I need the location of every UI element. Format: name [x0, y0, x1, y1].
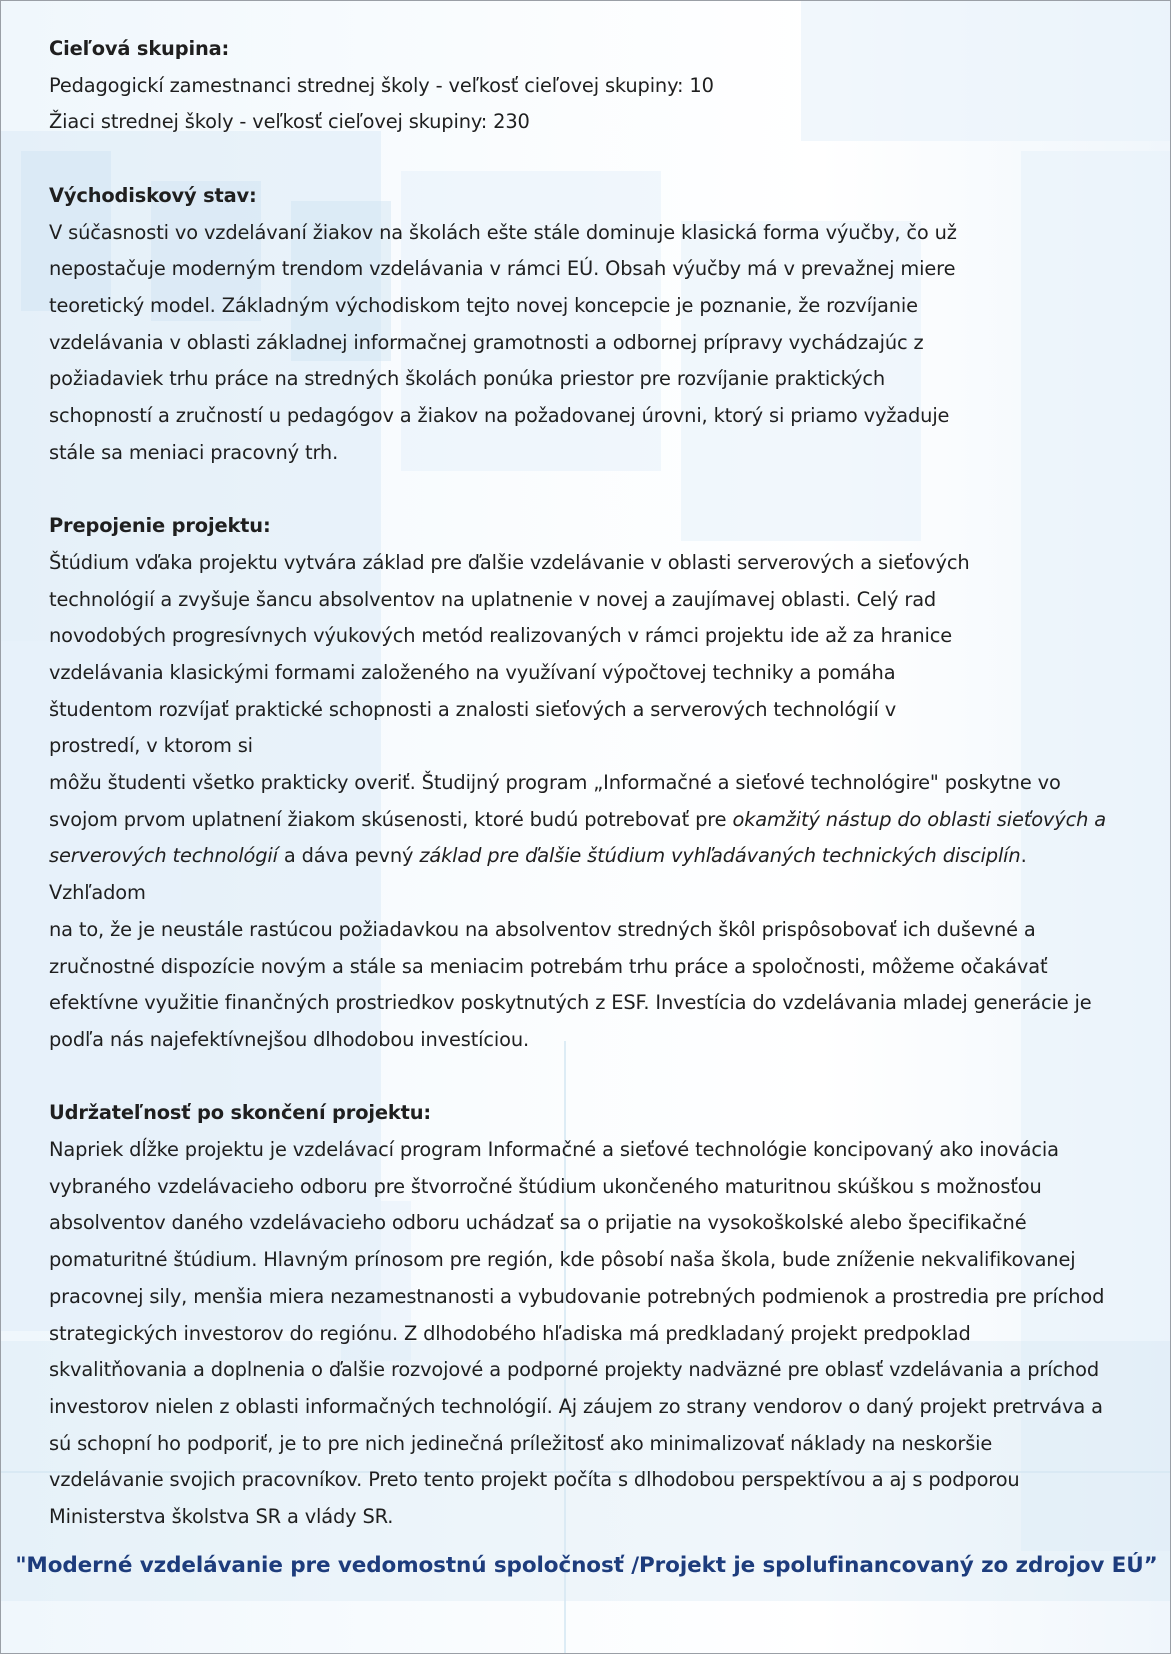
spacer: [49, 1059, 1129, 1096]
text-line: vzdelávania v oblasti základnej informačnej gramotnosti a odbornej prípravy vychádzajúc z: [49, 330, 924, 354]
text-line: absolventov daného vzdelávacieho odboru uchádzať sa o prijatie na vysokoškolské alebo špecifikačné: [49, 1211, 1027, 1235]
text-line: nepostačuje moderným trendom vzdelávania v rámci EÚ. Obsah výučby má v prevažnej miere: [49, 257, 956, 281]
text-line: môžu študenti všetko prakticky overiť. Študijný program „Informačné a sieťové technológire" poskytne vo: [49, 771, 1061, 795]
emphasis-text: serverových technológií: [49, 844, 278, 868]
text-span: a dáva pevný: [277, 844, 420, 868]
text-line: na to, že je neustále rastúcou požiadavkou na absolventov stredných škôl prispôsobovať ich duševné a: [49, 917, 1036, 941]
section-heading-initial-state: Východiskový stav:: [49, 183, 257, 207]
text-line: technológií a zvyšuje šancu absolventov na uplatnenie v novej a zaujímavej oblasti. Celý rad: [49, 587, 937, 611]
text-line: schopností a zručností u pedagógov a žiakov na požadovanej úrovni, ktorý si priamo vyžaduje: [49, 404, 950, 428]
text-line: Pedagogickí zamestnanci strednej školy - veľkosť cieľovej skupiny: 10: [49, 73, 714, 97]
text-line: skvalitňovania a doplnenia o ďalšie rozvojové a podporné projekty nadväzné pre oblasť vzdelávania a príchod: [49, 1358, 1099, 1382]
text-span: svojom prvom uplatnení žiakom skúsenosti, ktoré budú potrebovať pre: [49, 807, 733, 831]
text-line: prostredí, v ktorom si: [49, 734, 253, 758]
emphasis-text: okamžitý nástup do oblasti sieťových a: [732, 807, 1106, 831]
section-heading-project-link: Prepojenie projektu:: [49, 514, 271, 538]
text-line: Štúdium vďaka projektu vytvára základ pre ďalšie vzdelávanie v oblasti serverových a sieťových: [49, 550, 970, 574]
text-line: Žiaci strednej školy - veľkosť cieľovej skupiny: 230: [49, 110, 530, 134]
text-line: vzdelávanie svojich pracovníkov. Preto tento projekt počíta s dlhodobou perspektívou a aj s podporou: [49, 1468, 1020, 1492]
text-line: vzdelávania klasickými formami založeného na využívaní výpočtovej techniky a pomáha: [49, 660, 896, 684]
document-body: [49, 31, 1129, 1536]
footer-slogan: "Moderné vzdelávanie pre vedomostnú spoločnosť /Projekt je spolufinancovaný zo zdrojov EÚ”: [15, 1553, 1158, 1578]
text-line: strategických investorov do regiónu. Z dlhodobého hľadiska má predkladaný projekt predpoklad: [49, 1321, 971, 1345]
text-line: stále sa meniaci pracovný trh.: [49, 440, 339, 464]
text-line: Napriek dĺžke projektu je vzdelávací program Informačné a sieťové technológie koncipovaný ako inovácia: [49, 1138, 1059, 1162]
text-line: efektívne využitie finančných prostriedkov poskytnutých z ESF. Investícia do vzdelávania mladej generácie je: [49, 991, 1092, 1015]
text-line: zručnostné dispozície novým a stále sa meniacim potrebám trhu práce a spoločnosti, môžeme očakávať: [49, 954, 1048, 978]
text-line: študentom rozvíjať praktické schopnosti a znalosti sieťových a serverových technológií v: [49, 697, 897, 721]
section-heading-target-group: Cieľová skupina:: [49, 37, 230, 60]
text-line: požiadaviek trhu práce na stredných školách ponúka priestor pre rozvíjanie praktických: [49, 367, 886, 391]
spacer: [49, 141, 1129, 178]
text-line: Ministerstva školstva SR a vlády SR.: [49, 1505, 394, 1529]
text-line: pomaturitné štúdium. Hlavným prínosom pre región, kde pôsobí naša škola, bude zníženie nekvalifikovanej: [49, 1248, 1076, 1272]
section-heading-sustainability: Udržateľnosť po skončení projektu:: [49, 1101, 431, 1125]
text-span: . Vzhľadom: [49, 844, 1027, 905]
text-line: vybraného vzdelávacieho odboru pre štvorročné štúdium ukončeného maturitnou skúškou s možnosťou: [49, 1174, 1042, 1198]
text-line: teoretický model. Základným východiskom tejto novej koncepcie je poznanie, že rozvíjanie: [49, 293, 918, 317]
text-line: pracovnej sily, menšia miera nezamestnanosti a vybudovanie potrebných podmienok a prostredia pre príchod: [49, 1284, 1105, 1308]
text-line: [49, 802, 1129, 839]
text-line: [49, 838, 1129, 911]
text-line: novodobých progresívnych výukových metód realizovaných v rámci projektu ide až za hranice: [49, 624, 952, 648]
emphasis-text: základ pre ďalšie štúdium vyhľadávaných technických disciplín: [419, 844, 1021, 868]
text-line: investorov nielen z oblasti informačných technológií. Aj záujem zo strany vendorov o daný projekt pretrváva a: [49, 1394, 1103, 1418]
text-line: V súčasnosti vo vzdelávaní žiakov na školách ešte stále dominuje klasická forma výučby, čo už: [49, 220, 957, 244]
text-line: sú schopní ho podporiť, je to pre nich jedinečná príležitosť ako minimalizovať náklady na neskoršie: [49, 1431, 993, 1455]
spacer: [49, 471, 1129, 508]
text-line: podľa nás najefektívnejšou dlhodobou investíciou.: [49, 1027, 530, 1051]
